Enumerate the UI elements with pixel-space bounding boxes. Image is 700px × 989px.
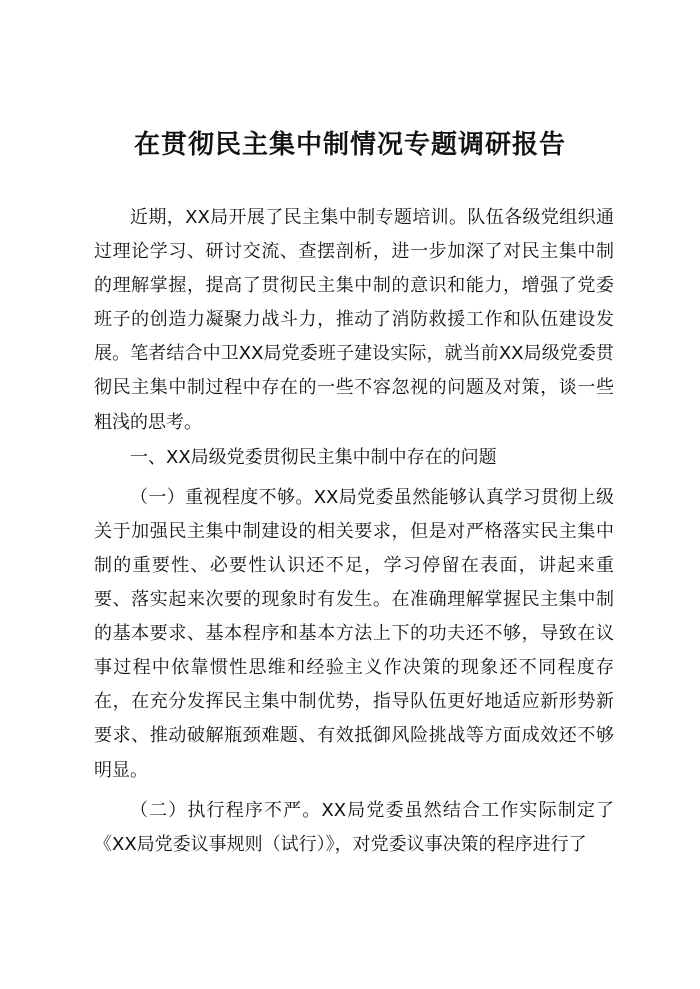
paragraph-lax-procedure: （二）执行程序不严。XX局党委虽然结合工作实际制定了《XX局党委议事规则（试行）》，对党委议事决策的程序进行了: [94, 799, 614, 855]
intro-paragraph: 近期，XX局开展了民主集中制专题培训。队伍各级党组织通过理论学习、研讨交流、查摆剖析，进一步加深了对民主集中制的理解掌握，提高了贯彻民主集中制的意识和能力，增强了党委班子的创造力凝聚力战斗力，推动了消防救援工作和队伍建设发展。笔者结合中卫XX局党委班子建设实际，就当前XX局级党委贯彻民主集中制过程中存在的一些不容忽视的问题及对策，谈一些粗浅的思考。: [94, 207, 614, 433]
paragraph-insufficient-attention: （一）重视程度不够。XX局党委虽然能够认真学习贯彻上级关于加强民主集中制建设的相关要求，但是对严格落实民主集中制的重要性、必要性认识还不足，学习停留在表面，讲起来重要、落实起来次要的现象时有发生。在准确理解掌握民主集中制的基本要求、基本程序和基本方法上下的功夫还不够，导致在议事过程中依靠惯性思维和经验主义作决策的现象还不同程度存在，在充分发挥民主集中制优势，指导队伍更好地适应新形势新要求、推动破解瓶颈难题、有效抵御风险挑战等方面成效还不够明显。: [94, 486, 614, 781]
section-heading-problems: 一、XX局级党委贯彻民主集中制中存在的问题: [130, 446, 497, 468]
document-body: [94, 201, 614, 862]
document-title: 在贯彻民主集中制情况专题调研报告: [133, 130, 566, 160]
